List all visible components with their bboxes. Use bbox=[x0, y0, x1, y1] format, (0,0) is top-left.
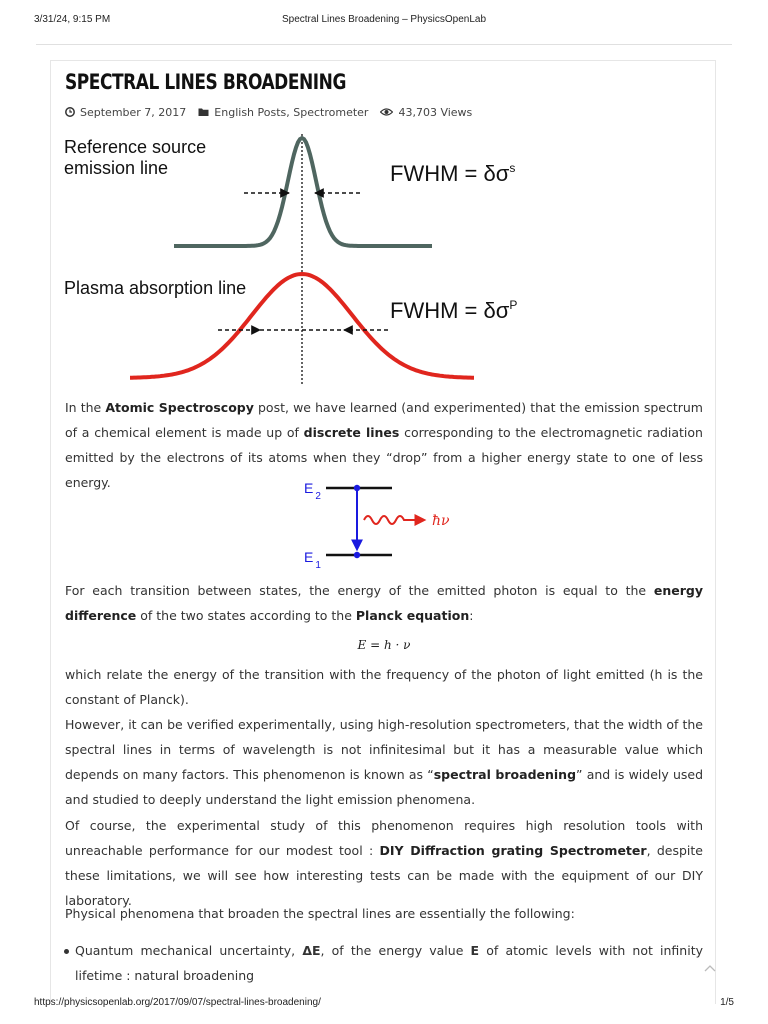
lower-level-label bbox=[304, 549, 321, 570]
p1-text-1: In the bbox=[65, 400, 106, 415]
post-date bbox=[65, 106, 186, 119]
reference-label-line2: emission line bbox=[64, 158, 169, 178]
p2-text-1: For each transition between states, the energy of the emitted photon is equal to the bbox=[65, 583, 654, 598]
print-header bbox=[0, 14, 768, 28]
reference-fwhm-sup: s bbox=[509, 161, 516, 175]
reference-fwhm bbox=[390, 161, 515, 186]
paragraph-spectral-broadening bbox=[65, 712, 703, 812]
link-diy-spectrometer[interactable]: DIY Diffraction grating Spectrometer bbox=[379, 843, 647, 858]
reference-fwhm-text: FWHM = δσ bbox=[390, 161, 510, 186]
photon-energy-label: ħν bbox=[432, 513, 450, 529]
energy-level-diagram bbox=[300, 478, 480, 570]
clock-icon bbox=[65, 107, 75, 117]
post-views-text: 43,703 Views bbox=[398, 105, 473, 119]
p1-text-3: corresponding to the electromagnetic radiation emitted by the electrons of its atoms when they “drop” from a higher energy state to one of less energy. bbox=[65, 425, 703, 490]
lower-level-sub: 1 bbox=[315, 560, 321, 570]
photon-wave bbox=[364, 516, 424, 524]
broadening-causes-list bbox=[75, 938, 703, 988]
p4-text-1: However, it can be verified experimentally, using high-resolution spectrometers, that the width of the spectral lines in terms of wavelength is not infinitesimal but it has a measurable value which depends on many factors. This phenomenon is known as “ bbox=[65, 717, 703, 782]
paragraph-diy-spectrometer bbox=[65, 813, 703, 913]
plasma-fwhm bbox=[390, 298, 517, 323]
reference-emission-curve bbox=[174, 138, 432, 246]
lower-level-E: E bbox=[304, 549, 314, 565]
print-datetime: 3/31/24, 9:15 PM bbox=[34, 14, 111, 25]
p4-text-2: ” and is widely used and studied to deeply understand the light emission phenomena. bbox=[65, 767, 704, 807]
b1-bold-e: E bbox=[470, 943, 480, 958]
electron-lower bbox=[354, 552, 360, 558]
p5-text-2: , despite these limitations, we will see how interesting tests can be made with the equipment of our DIY laboratory. bbox=[65, 843, 703, 908]
post-categories bbox=[198, 106, 368, 119]
post-views bbox=[380, 106, 472, 119]
upper-level-sub: 2 bbox=[315, 491, 321, 502]
b1-bold-delta-e: ΔE bbox=[302, 943, 321, 958]
p1-bold-discrete-lines: discrete lines bbox=[303, 425, 400, 440]
print-page-number: 1/5 bbox=[720, 997, 734, 1008]
paragraph-planck-explained: which relate the energy of the transition with the frequency of the photon of light emitted (h is the constant of Planck). bbox=[65, 667, 703, 707]
plasma-label: Plasma absorption line bbox=[64, 278, 247, 298]
plasma-fwhm-sup: P bbox=[509, 298, 518, 312]
p1-text-2: post, we have learned (and experimented) that the emission spectrum of a chemical element is made up of bbox=[65, 400, 703, 440]
header-divider bbox=[36, 44, 732, 45]
planck-equation: E = h · ν bbox=[357, 638, 411, 652]
folder-icon bbox=[198, 107, 209, 117]
chevron-up-icon[interactable] bbox=[703, 962, 717, 976]
paragraph-phenomena-intro: Physical phenomena that broaden the spectral lines are essentially the following: bbox=[65, 906, 575, 921]
upper-level-label bbox=[304, 480, 321, 502]
b1-text-2: , of the energy value bbox=[320, 943, 471, 958]
p4-bold-spectral-broadening: spectral broadening bbox=[433, 767, 577, 782]
electron-upper bbox=[354, 485, 360, 491]
link-atomic-spectroscopy[interactable]: Atomic Spectroscopy bbox=[105, 400, 254, 415]
plasma-fwhm-text: FWHM = δσ bbox=[390, 298, 510, 323]
broadening-figure bbox=[60, 128, 540, 390]
print-page-title: Spectral Lines Broadening – PhysicsOpenLab bbox=[281, 14, 487, 25]
post-meta bbox=[65, 104, 484, 120]
p5-text-1: Of course, the experimental study of this phenomenon requires high resolution tools with unreachable performance for our modest tool : bbox=[65, 818, 703, 858]
reference-label-line1: Reference source bbox=[64, 137, 207, 157]
upper-level-E: E bbox=[304, 480, 314, 496]
print-footer bbox=[0, 997, 768, 1011]
article-title: SPECTRAL LINES BROADENING bbox=[65, 70, 346, 94]
paragraph-transition bbox=[65, 578, 703, 628]
print-url: https://physicsopenlab.org/2017/09/07/spectral-lines-broadening/ bbox=[34, 997, 321, 1008]
p2-text-3: : bbox=[469, 608, 474, 623]
post-categories-links[interactable]: English Posts, Spectrometer bbox=[214, 105, 369, 119]
b1-text-3: of atomic levels with not infinity lifetime : natural broadening bbox=[75, 943, 703, 983]
list-item bbox=[75, 938, 703, 988]
p2-bold-energy-difference: energy difference bbox=[65, 583, 703, 623]
eye-icon bbox=[380, 107, 393, 117]
post-date-text[interactable]: September 7, 2017 bbox=[80, 105, 187, 119]
b1-text-1: Quantum mechanical uncertainty, bbox=[75, 943, 303, 958]
p2-bold-planck-equation: Planck equation bbox=[355, 608, 470, 623]
p2-text-2: of the two states according to the bbox=[136, 608, 356, 623]
